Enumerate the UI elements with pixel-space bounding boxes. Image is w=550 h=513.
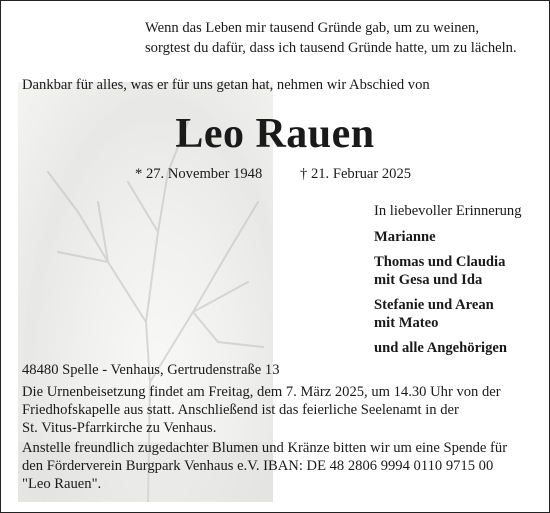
- mourner-stefanie-line-2: mit Mateo: [374, 315, 439, 331]
- donation-line-2: den Förderverein Burgpark Venhaus e.V. IBAN: DE 48 2806 9994 0110 9715 00: [22, 458, 494, 474]
- mourner-thomas-line-2: mit Gesa und Ida: [374, 272, 483, 288]
- intro-text: Dankbar für alles, was er für uns getan hat, nehmen wir Abschied von: [22, 77, 430, 93]
- birth-date: * 27. November 1948: [135, 166, 263, 182]
- donation-line-1: Anstelle freundlich zugedachter Blumen und Kränze bitten wir um eine Spende für: [22, 440, 508, 456]
- mourner-others: und alle Angehörigen: [374, 340, 507, 356]
- ceremony-line-2: Friedhofskapelle aus statt. Anschließend ist das feierliche Seelenamt in der: [22, 402, 459, 418]
- deceased-name: Leo Rauen: [175, 111, 375, 157]
- death-date: † 21. Februar 2025: [300, 166, 412, 182]
- mourner-stefanie-line-1: Stefanie und Arean: [374, 297, 494, 313]
- mourners-heading: In liebevoller Erinnerung: [374, 203, 522, 219]
- ceremony-line-3: St. Vitus-Pfarrkirche zu Venhaus.: [22, 420, 217, 436]
- mourner-thomas-line-1: Thomas und Claudia: [374, 254, 506, 270]
- quote-line-1: Wenn das Leben mir tausend Gründe gab, um zu weinen,: [145, 20, 479, 36]
- donation-line-3: "Leo Rauen".: [22, 476, 102, 492]
- ceremony-line-1: Die Urnenbeisetzung findet am Freitag, dem 7. März 2025, um 14.30 Uhr von der: [22, 384, 501, 400]
- address: 48480 Spelle - Venhaus, Gertrudenstraße 13: [22, 362, 280, 378]
- mourner-marianne: Marianne: [374, 229, 436, 245]
- quote-line-2: sorgtest du dafür, dass ich tausend Gründe hatte, um zu lächeln.: [145, 40, 517, 56]
